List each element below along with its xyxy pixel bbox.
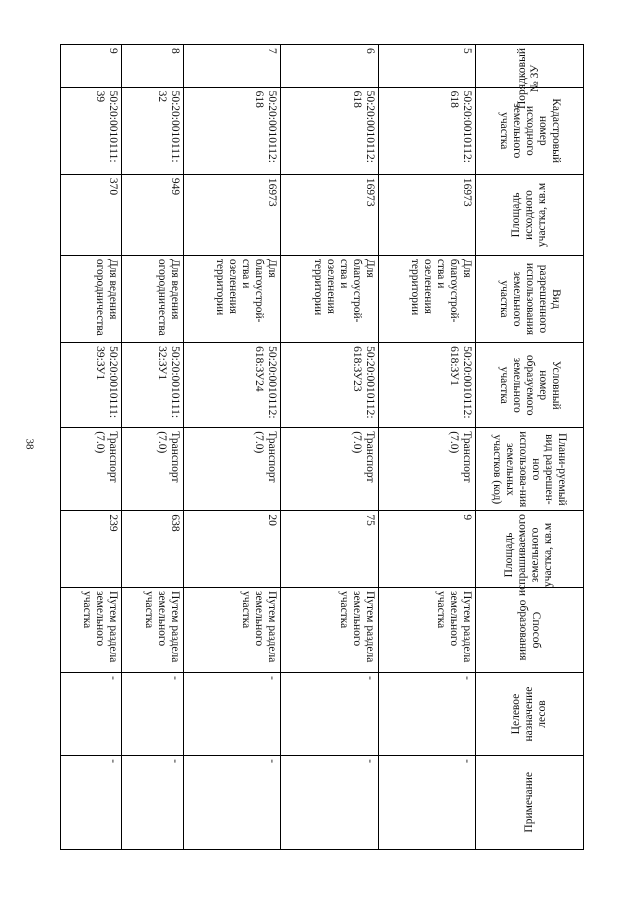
cell-permitted-use: Для благоустрой-ства и озеленения территории (281, 255, 378, 342)
cell-method: Путем раздела земельного участка (183, 588, 280, 673)
cell-planned-use: Транспорт (7.0) (183, 428, 280, 511)
header-cell-method: Способ образования (476, 588, 584, 673)
cell-requested-area: 239 (61, 511, 122, 588)
header-cell-number: Порядковый № ЗУ (476, 45, 584, 88)
rotated-table-wrapper (60, 44, 584, 850)
header-row (476, 45, 584, 850)
header-cell-note: Примечание (476, 756, 584, 850)
cell-planned-use: Транспорт (7.0) (122, 428, 183, 511)
cell-method: Путем раздела земельного участка (281, 588, 378, 673)
cell-permitted-use: Для благоустрой-ства и озеленения территории (378, 255, 475, 342)
cell-planned-use: Транспорт (7.0) (61, 428, 122, 511)
cell-forest-purpose: - (183, 673, 280, 756)
header-cell-cadastral: Кадастровый номер исходного земельного участка (476, 87, 584, 174)
table-row (281, 45, 378, 850)
cell-source-area: 16973 (378, 174, 475, 255)
table-row (61, 45, 122, 850)
header-cell-conditional-number: Условный номер образуемого земельного участка (476, 343, 584, 428)
cell-permitted-use: Для ведения огородничества (122, 255, 183, 342)
header-cell-permitted-use: Вид разрешенного использования земельного участка (476, 255, 584, 342)
cell-source-area: 370 (61, 174, 122, 255)
header-cell-source-area: Площадь исходного участка, кв.м (476, 174, 584, 255)
cell-forest-purpose: - (61, 673, 122, 756)
cell-forest-purpose: - (378, 673, 475, 756)
cell-conditional-number: 50:20:0010111: 39:ЗУ1 (61, 343, 122, 428)
cell-conditional-number: 50:20:0010112: 618:ЗУ1 (378, 343, 475, 428)
cell-conditional-number: 50:20:0010112: 618:ЗУ24 (183, 343, 280, 428)
cell-cadastral: 50:20:0010111: 32 (122, 87, 183, 174)
header-cell-requested-area: Площадь испрашиваемого земельного участка, кв.м (476, 511, 584, 588)
cell-note: - (281, 756, 378, 850)
cell-permitted-use: Для ведения огородничества (61, 255, 122, 342)
land-plots-table (60, 44, 584, 850)
cell-method: Путем раздела земельного участка (378, 588, 475, 673)
cell-method: Путем раздела земельного участка (61, 588, 122, 673)
cell-permitted-use: Для благоустрой-ства и озеленения территории (183, 255, 280, 342)
cell-source-area: 16973 (183, 174, 280, 255)
cell-cadastral: 50:20:0010112: 618 (183, 87, 280, 174)
cell-number: 8 (122, 45, 183, 88)
cell-conditional-number: 50:20:0010111: 32:ЗУ1 (122, 343, 183, 428)
page-number: 38 (23, 438, 36, 450)
cell-cadastral: 50:20:0010112: 618 (378, 87, 475, 174)
cell-planned-use: Транспорт (7.0) (378, 428, 475, 511)
cell-conditional-number: 50:20:0010112: 618:ЗУ23 (281, 343, 378, 428)
cell-requested-area: 20 (183, 511, 280, 588)
cell-source-area: 16973 (281, 174, 378, 255)
cell-note: - (378, 756, 475, 850)
cell-note: - (122, 756, 183, 850)
cell-requested-area: 9 (378, 511, 475, 588)
cell-note: - (183, 756, 280, 850)
cell-method: Путем раздела земельного участка (122, 588, 183, 673)
cell-requested-area: 638 (122, 511, 183, 588)
header-cell-planned-use: Плани-руемый вид разрешен-ного использова-ния земельных участков (код) (476, 428, 584, 511)
table-row (122, 45, 183, 850)
cell-forest-purpose: - (281, 673, 378, 756)
header-cell-forest-purpose: Целевое назначение лесов (476, 673, 584, 756)
table-row (378, 45, 475, 850)
cell-cadastral: 50:20:0010112: 618 (281, 87, 378, 174)
cell-number: 7 (183, 45, 280, 88)
cell-requested-area: 75 (281, 511, 378, 588)
cell-number: 5 (378, 45, 475, 88)
cell-planned-use: Транспорт (7.0) (281, 428, 378, 511)
cell-note: - (61, 756, 122, 850)
table-row (183, 45, 280, 850)
cell-source-area: 949 (122, 174, 183, 255)
cell-forest-purpose: - (122, 673, 183, 756)
cell-number: 6 (281, 45, 378, 88)
cell-number: 9 (61, 45, 122, 88)
cell-cadastral: 50:20:0010111: 39 (61, 87, 122, 174)
